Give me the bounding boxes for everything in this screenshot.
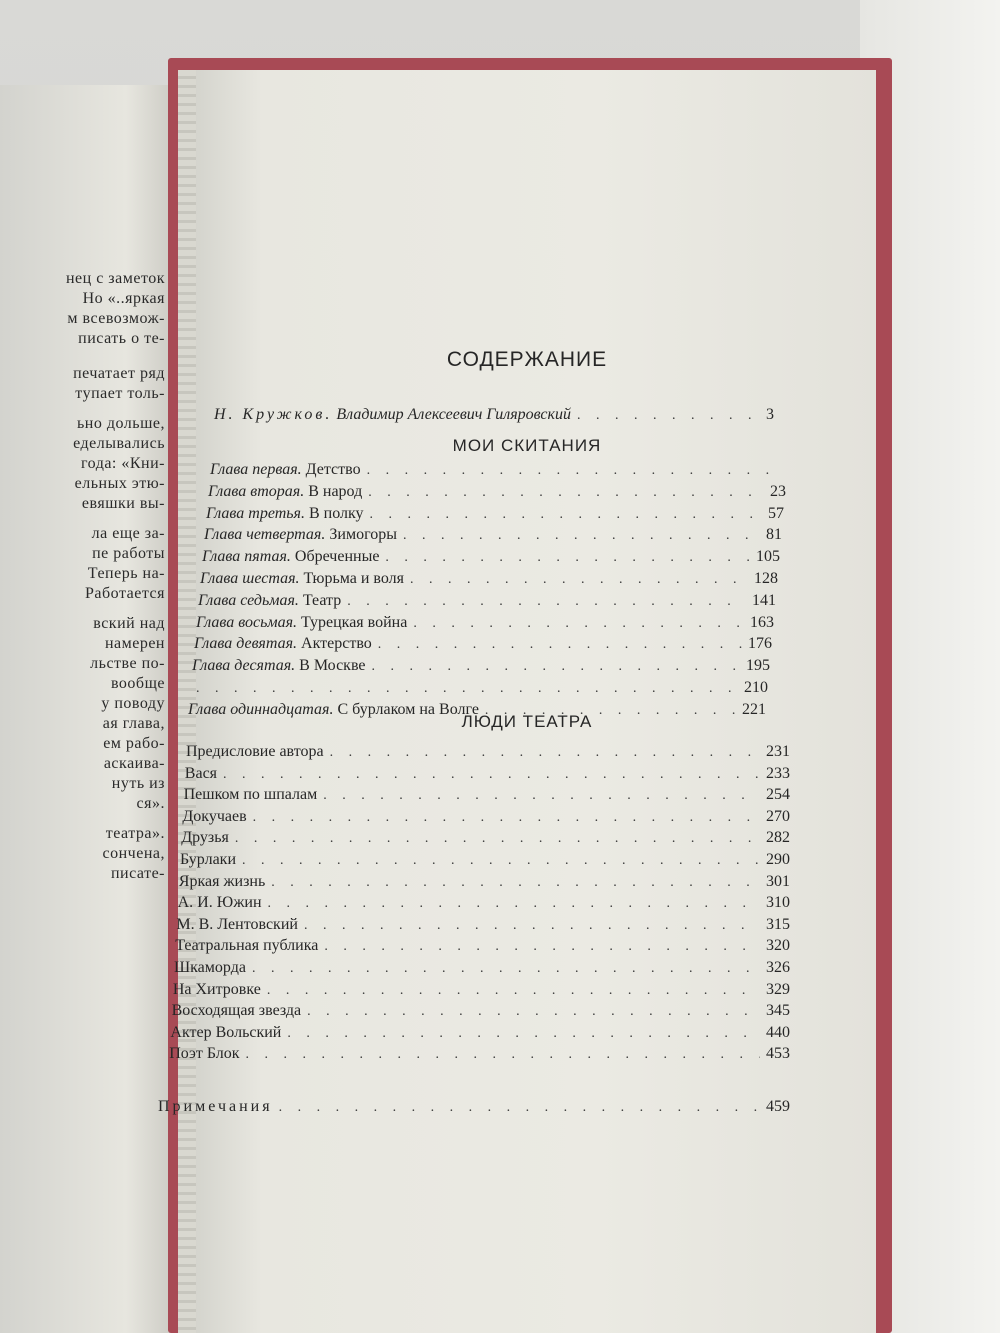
chapter-entry bbox=[206, 505, 784, 523]
leader-dots bbox=[347, 594, 746, 610]
intro-entry bbox=[214, 406, 774, 424]
section-heading-2: ЛЮДИ ТЕАТРА bbox=[461, 712, 593, 731]
chapter-label: Глава шестая. bbox=[200, 570, 300, 587]
essay-page: 326 bbox=[766, 959, 790, 976]
leader-dots bbox=[279, 1100, 760, 1116]
left-page-line: года: «Кни- bbox=[80, 455, 165, 472]
essay-entry bbox=[170, 1024, 790, 1042]
chapter-entry bbox=[208, 483, 786, 501]
essay-entry bbox=[173, 981, 790, 999]
essay-page: 329 bbox=[766, 980, 790, 998]
chapter-label: Глава десятая. bbox=[192, 657, 296, 675]
essay-page: 345 bbox=[766, 1002, 790, 1020]
notes-page: 459 bbox=[766, 1098, 790, 1115]
essay-title: А. И. Южин bbox=[177, 894, 262, 912]
leader-dots bbox=[235, 831, 760, 847]
left-page-line: ем рабо- bbox=[103, 735, 165, 752]
chapter-label: Глава седьмая. bbox=[198, 591, 299, 609]
leader-dots bbox=[307, 1004, 760, 1020]
essay-page: 320 bbox=[766, 937, 790, 955]
chapter-title: Детство bbox=[301, 461, 361, 478]
leader-dots bbox=[413, 616, 744, 632]
left-page-line: печатает ряд bbox=[73, 365, 165, 382]
intro-text: Владимир Алексеевич Гиляровский bbox=[336, 406, 571, 423]
chapter-label: Глава одиннадцатая. bbox=[188, 700, 334, 718]
chapter-page: 23 bbox=[770, 482, 786, 500]
essay-entry bbox=[172, 1002, 790, 1020]
chapter-label: Глава девятая. bbox=[194, 635, 298, 653]
leader-dots bbox=[242, 853, 760, 869]
left-page-line: ьно дольше, bbox=[77, 415, 165, 432]
chapter-entry bbox=[202, 548, 780, 566]
chapter-title: В полку bbox=[304, 504, 364, 522]
essay-title: М. В. Лентовский bbox=[176, 915, 298, 933]
left-page-line: льстве по- bbox=[90, 655, 165, 672]
chapter-page: 176 bbox=[748, 635, 772, 653]
chapter-title: В Москве bbox=[295, 657, 366, 675]
left-page-line: сончена, bbox=[102, 845, 165, 862]
intro-author: Н. Кружков. bbox=[214, 406, 333, 423]
essay-entry bbox=[176, 916, 790, 934]
essay-title: Докучаев bbox=[182, 807, 247, 825]
chapter-title: Актерство bbox=[297, 635, 372, 653]
essay-page: 310 bbox=[766, 894, 790, 912]
leader-dots bbox=[577, 408, 760, 424]
chapter-entry bbox=[190, 679, 768, 697]
chapter-page: 221 bbox=[742, 700, 766, 718]
chapter-page: 128 bbox=[754, 570, 778, 587]
essay-title: Театральная публика bbox=[175, 937, 319, 955]
left-page-line: вообще bbox=[110, 675, 165, 692]
chapter-title: Тюрьма и воля bbox=[299, 570, 404, 587]
left-page bbox=[0, 85, 180, 1333]
essay-page: 453 bbox=[766, 1045, 790, 1063]
essay-title: Друзья bbox=[181, 829, 229, 847]
essay-page: 440 bbox=[766, 1023, 790, 1041]
essay-page: 301 bbox=[765, 872, 790, 890]
essay-page: 233 bbox=[765, 764, 790, 782]
left-page-line: ла еще за- bbox=[91, 525, 165, 542]
contents-title: СОДЕРЖАНИЕ bbox=[446, 348, 608, 371]
intro-page: 3 bbox=[766, 406, 774, 423]
leader-dots bbox=[196, 681, 738, 697]
essay-entry bbox=[181, 829, 790, 847]
left-page-line: у поводу bbox=[101, 695, 165, 712]
essay-entry bbox=[186, 743, 790, 761]
chapter-entry bbox=[196, 614, 774, 632]
essay-entry bbox=[178, 894, 790, 912]
section-heading-1: МОИ СКИТАНИЯ bbox=[452, 436, 602, 455]
essay-entry bbox=[174, 959, 790, 977]
essay-entry bbox=[179, 873, 790, 891]
left-page-line: Теперь на- bbox=[87, 565, 165, 582]
left-page-line: намерен bbox=[104, 635, 165, 652]
notes-entry bbox=[158, 1098, 790, 1116]
chapter-page: 195 bbox=[746, 657, 770, 675]
leader-dots bbox=[368, 485, 764, 501]
essay-title: Поэт Блок bbox=[169, 1045, 240, 1063]
leader-dots bbox=[403, 528, 760, 544]
essay-title: Пешком по шпалам bbox=[183, 786, 318, 804]
left-page-line: ся». bbox=[136, 795, 165, 812]
chapter-page: 210 bbox=[744, 679, 768, 696]
chapter-title: С бурлаком на Волге bbox=[333, 700, 479, 718]
essay-entry bbox=[184, 786, 790, 804]
essay-title: Актер Вольский bbox=[170, 1023, 282, 1041]
essay-page: 254 bbox=[765, 786, 790, 804]
contents-page bbox=[158, 70, 876, 1333]
chapter-label: Глава первая. bbox=[210, 461, 302, 478]
chapter-page: 163 bbox=[750, 613, 774, 631]
leader-dots bbox=[252, 961, 760, 977]
left-page-line: м всевозмож- bbox=[67, 310, 165, 327]
essay-title: Восходящая звезда bbox=[171, 1002, 302, 1020]
essay-page: 315 bbox=[766, 915, 790, 933]
essay-page: 231 bbox=[766, 743, 790, 760]
leader-dots bbox=[330, 745, 760, 761]
essay-title: На Хитровке bbox=[172, 980, 261, 998]
left-page-line: Работается bbox=[85, 585, 165, 602]
leader-dots bbox=[385, 550, 750, 566]
essay-title: Шкаморда bbox=[174, 959, 246, 976]
leader-dots bbox=[323, 788, 760, 804]
essay-page: 282 bbox=[765, 829, 790, 847]
essay-title: Яркая жизнь bbox=[178, 872, 266, 890]
leader-dots bbox=[367, 463, 782, 479]
leader-dots bbox=[223, 767, 760, 783]
leader-dots bbox=[378, 637, 742, 653]
chapter-entry bbox=[200, 570, 778, 588]
left-page-line: пе работы bbox=[92, 545, 165, 562]
essay-entry bbox=[185, 765, 790, 783]
notes-label: Примечания bbox=[158, 1098, 273, 1115]
left-page-line: писате- bbox=[110, 865, 165, 882]
chapter-page: 81 bbox=[766, 526, 782, 544]
chapter-entry bbox=[192, 657, 770, 675]
left-page-line: ельных этю- bbox=[74, 475, 165, 492]
chapter-entry bbox=[198, 592, 776, 610]
essay-entry bbox=[169, 1045, 790, 1063]
chapter-label: Глава четвертая. bbox=[204, 526, 326, 544]
chapter-title: Театр bbox=[298, 591, 342, 609]
chapter-entry bbox=[210, 461, 788, 479]
chapter-title: В народ bbox=[304, 482, 363, 500]
chapter-page: 105 bbox=[756, 548, 780, 566]
essay-title: Бурлаки bbox=[180, 851, 236, 868]
chapter-entry bbox=[194, 635, 772, 653]
leader-dots bbox=[271, 875, 760, 891]
chapter-label: Глава третья. bbox=[206, 504, 305, 522]
leader-dots bbox=[267, 983, 760, 999]
leader-dots bbox=[253, 810, 760, 826]
left-page-line: нуть из bbox=[111, 775, 165, 792]
left-page-line: Но «..яркая bbox=[82, 290, 165, 307]
leader-dots bbox=[287, 1026, 760, 1042]
left-page-line: вский над bbox=[93, 615, 165, 632]
leader-dots bbox=[268, 896, 760, 912]
essay-page: 290 bbox=[766, 851, 790, 868]
left-page-line: евяшки вы- bbox=[81, 495, 165, 512]
chapter-title: Турецкая война bbox=[297, 613, 408, 631]
left-page-line: тупает толь- bbox=[75, 385, 165, 402]
essay-entry bbox=[175, 937, 790, 955]
essay-title: Вася bbox=[184, 764, 218, 782]
left-page-line: писать о те- bbox=[78, 330, 165, 347]
essay-title: Предисловие автора bbox=[186, 743, 324, 760]
essay-entry bbox=[182, 808, 790, 826]
chapter-page: 57 bbox=[768, 504, 784, 522]
left-page-line: театра». bbox=[105, 825, 165, 842]
chapter-label: Глава восьмая. bbox=[196, 613, 298, 631]
chapter-title: Обреченные bbox=[290, 548, 380, 566]
leader-dots bbox=[246, 1047, 760, 1063]
leader-dots bbox=[324, 939, 760, 955]
essay-entry bbox=[180, 851, 790, 869]
chapter-label: Глава вторая. bbox=[208, 482, 305, 500]
leader-dots bbox=[372, 659, 740, 675]
chapter-title: Зимогоры bbox=[325, 526, 397, 544]
left-page-line: еделывались bbox=[73, 435, 165, 452]
left-page-line: нец с заметок bbox=[65, 270, 165, 287]
leader-dots bbox=[410, 572, 748, 588]
chapter-page: 141 bbox=[752, 591, 776, 609]
left-page-line: аскаива- bbox=[103, 755, 165, 772]
chapter-entry bbox=[204, 526, 782, 544]
left-page-line: ая глава, bbox=[102, 715, 165, 732]
chapter-label: Глава пятая. bbox=[202, 548, 291, 566]
essay-page: 270 bbox=[765, 807, 790, 825]
leader-dots bbox=[304, 918, 760, 934]
leader-dots bbox=[370, 507, 762, 523]
